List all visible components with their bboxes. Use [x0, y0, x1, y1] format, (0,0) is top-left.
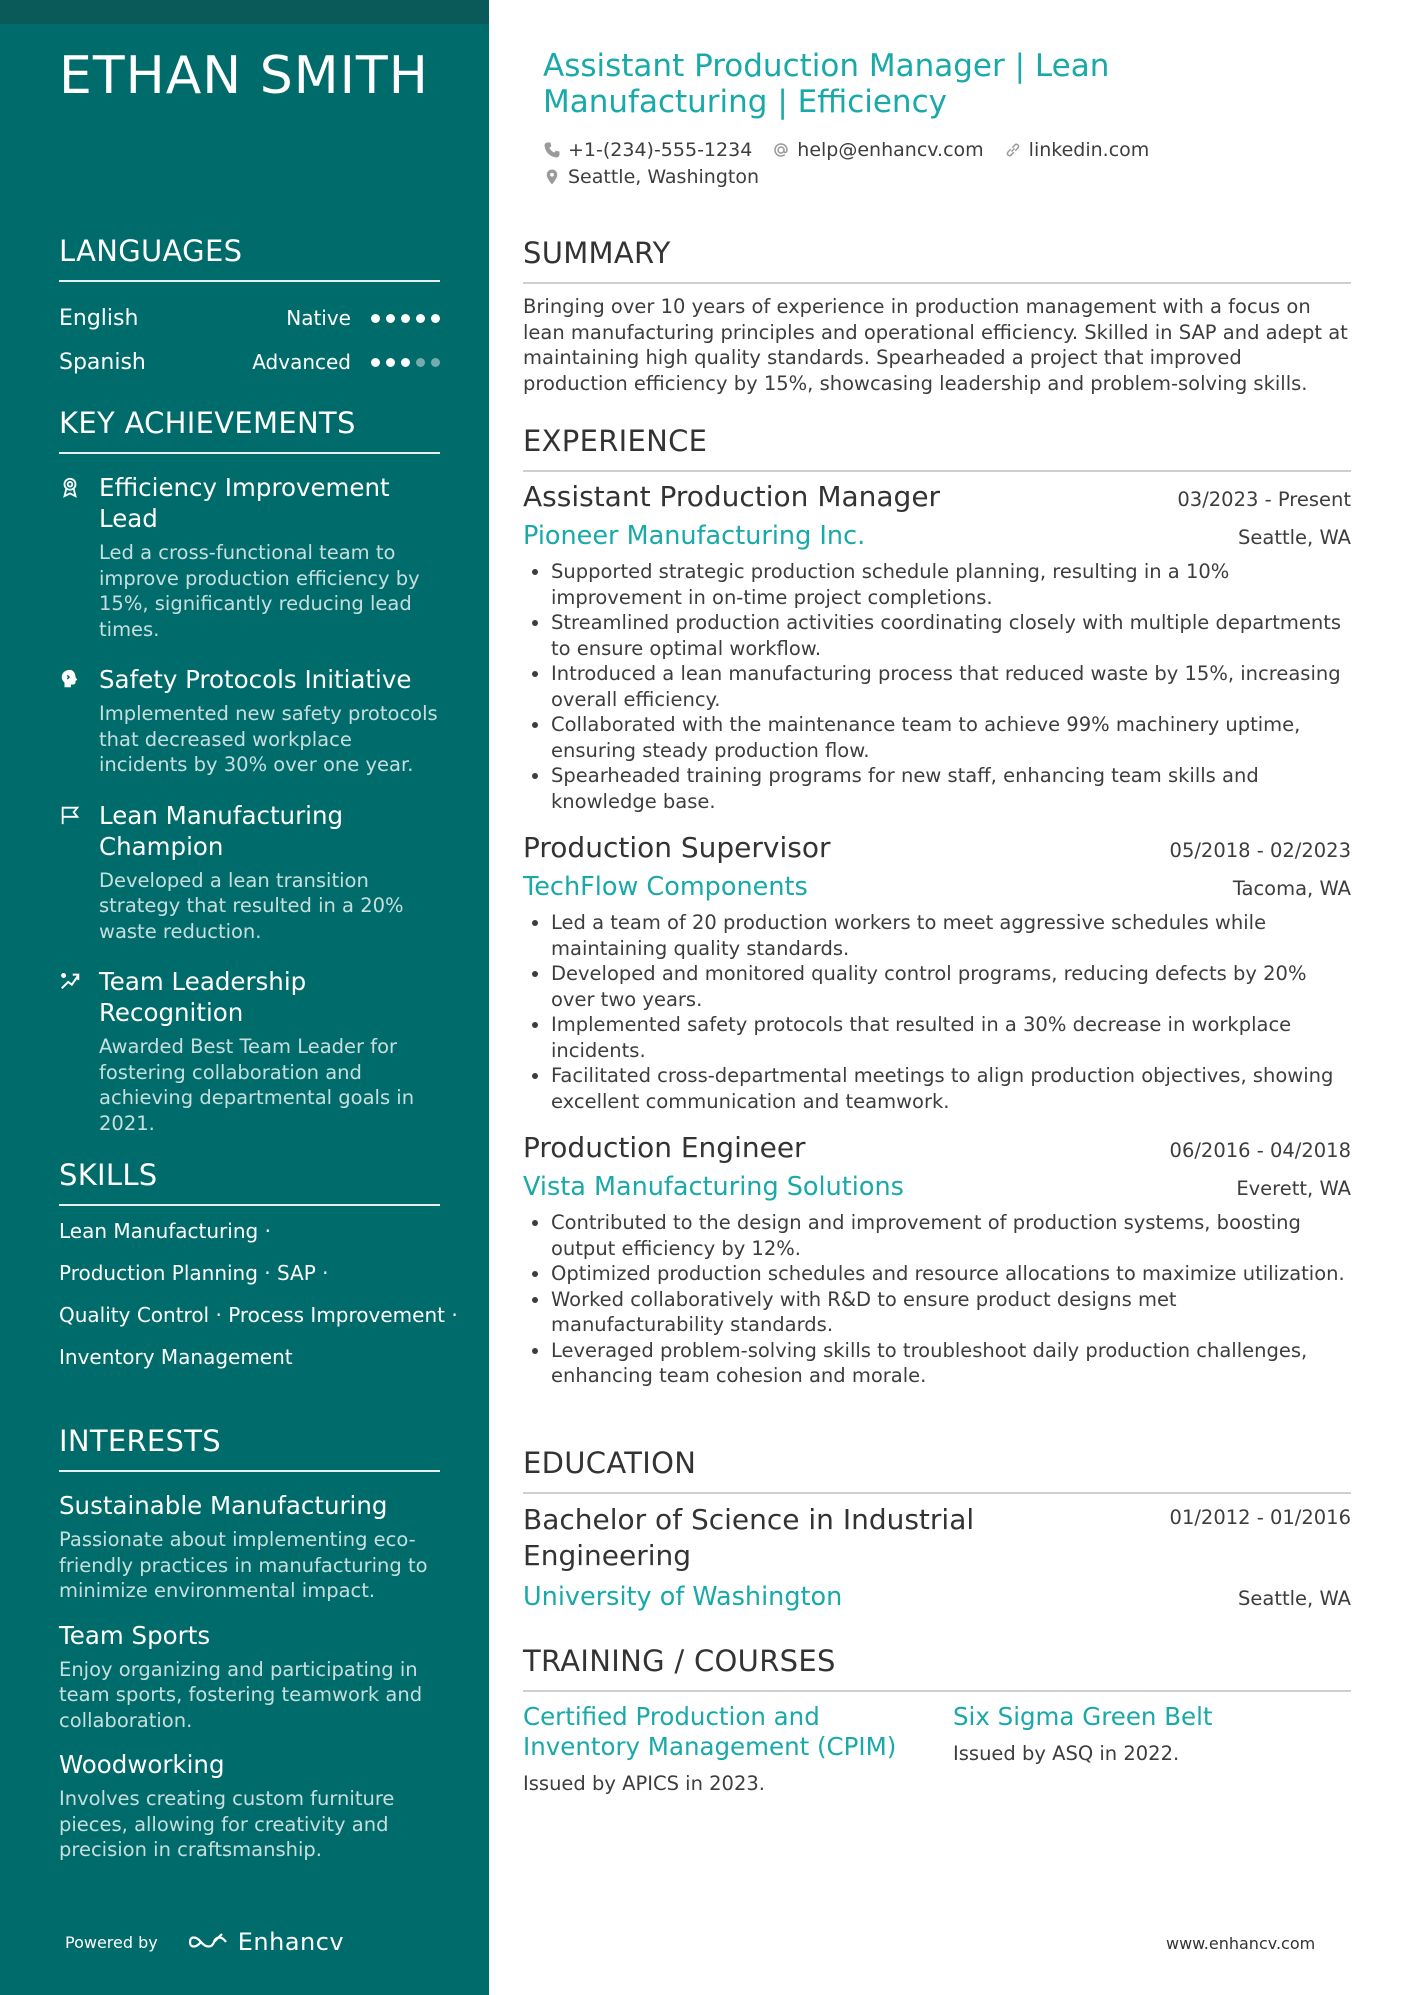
job-title: Production Supervisor [523, 831, 831, 864]
interest-description: Involves creating custom furniture pieces, allowing for creativity and precision in craftsmanship. [59, 1787, 395, 1861]
achievement-item [59, 966, 440, 1136]
location-text: Seattle, Washington [568, 165, 759, 188]
proficiency-dot [386, 358, 395, 367]
education-entry [523, 1502, 1351, 1612]
at-icon [772, 141, 790, 159]
achievement-item [59, 664, 440, 778]
language-name: English [59, 305, 139, 331]
language-item [59, 340, 440, 384]
course-title: Certified Production and Inventory Management (CPIM) [523, 1702, 897, 1761]
language-name: Spanish [59, 349, 146, 375]
growth-arrow-icon [59, 966, 99, 1136]
bullet-item: Collaborated with the maintenance team to achieve 99% machinery uptime, ensuring steady production flow. [523, 712, 1351, 763]
location-item [543, 166, 759, 188]
link-icon [1004, 141, 1022, 159]
linkedin-item[interactable] [1004, 139, 1150, 161]
footer-url[interactable]: www.enhancv.com [1166, 1934, 1316, 1953]
proficiency-dot [386, 314, 395, 323]
job-dates: 05/2018 - 02/2023 [1169, 839, 1351, 862]
headline: Assistant Production Manager | Lean Manufacturing | Efficiency [543, 48, 1110, 120]
job-dates: 06/2016 - 04/2018 [1169, 1139, 1351, 1162]
bullet-item: Implemented safety protocols that resulted in a 30% decrease in workplace incidents. [523, 1012, 1351, 1063]
degree-title: Bachelor of Science in Industrial Engineering [523, 1503, 975, 1572]
interest-item [59, 1620, 440, 1734]
course-description: Issued by ASQ in 2022. [953, 1742, 1180, 1765]
phone-item[interactable] [543, 139, 752, 161]
company-name: Vista Manufacturing Solutions [523, 1172, 904, 1202]
enhancv-logo[interactable] [186, 1928, 344, 1956]
job-bullets [523, 1210, 1351, 1389]
interests-heading: INTERESTS [59, 1424, 440, 1472]
bullet-item: Supported strategic production schedule planning, resulting in a 10% improvement in on-time project completions. [523, 559, 1351, 610]
skill-line: Lean Manufacturing · [59, 1219, 271, 1243]
skill-line: Inventory Management [59, 1345, 293, 1369]
job-dates: 03/2023 - Present [1177, 488, 1351, 511]
interest-description: Enjoy organizing and participating in team sports, fostering teamwork and collaboration. [59, 1657, 423, 1732]
achievement-description: Led a cross-functional team to improve production efficiency by 15%, significantly reducing lead times. [99, 541, 420, 641]
phone-icon [543, 141, 561, 159]
infinity-icon [186, 1930, 230, 1954]
education-heading: EDUCATION [523, 1446, 1351, 1494]
job-entry [523, 831, 1351, 1114]
job-location: Seattle, WA [1238, 526, 1351, 549]
powered-by-label: Powered by [65, 1932, 158, 1952]
bullet-item: Optimized production schedules and resource allocations to maximize utilization. [523, 1261, 1351, 1287]
interest-description: Passionate about implementing eco-friendly practices in manufacturing to minimize environmental impact. [59, 1528, 428, 1602]
interest-item [59, 1490, 440, 1604]
job-entry [523, 480, 1351, 814]
achievement-description: Developed a lean transition strategy that resulted in a 20% waste reduction. [99, 868, 404, 943]
email-text: help@enhancv.com [797, 138, 984, 161]
language-level: Native [286, 306, 351, 330]
interest-title: Woodworking [59, 1750, 225, 1779]
achievement-title: Lean Manufacturing Champion [99, 800, 344, 861]
bullet-item: Introduced a lean manufacturing process that reduced waste by 15%, increasing overall efficiency. [523, 661, 1351, 712]
bullet-item: Facilitated cross-departmental meetings to align production objectives, showing excellent communication and teamwork. [523, 1063, 1351, 1114]
job-location: Tacoma, WA [1232, 877, 1351, 900]
bullet-item: Developed and monitored quality control programs, reducing defects by 20% over two years. [523, 961, 1351, 1012]
sidebar [0, 0, 489, 1995]
proficiency-dots [371, 358, 440, 367]
achievement-item [59, 800, 440, 945]
proficiency-dots [371, 314, 440, 323]
education-dates: 01/2012 - 01/2016 [1169, 1506, 1351, 1529]
candidate-name: ETHAN SMITH [59, 46, 429, 106]
achievement-description: Awarded Best Team Leader for fostering collaboration and achieving departmental goals in 2021. [99, 1035, 415, 1135]
job-location: Everett, WA [1236, 1177, 1351, 1200]
skill-line: Quality Control · Process Improvement · [59, 1303, 458, 1327]
company-name: TechFlow Components [523, 872, 808, 902]
achievement-description: Implemented new safety protocols that decreased workplace incidents by 30% over one year. [99, 702, 438, 776]
sidebar-sections [59, 234, 458, 1879]
award-icon [59, 472, 99, 642]
skills-section [59, 1158, 458, 1378]
company-name: Pioneer Manufacturing Inc. [523, 521, 866, 551]
summary-heading: SUMMARY [523, 236, 1351, 284]
bullet-item: Contributed to the design and improvement of production systems, boosting output efficiency by 12%. [523, 1210, 1351, 1261]
course-item [523, 1702, 923, 1795]
email-item[interactable] [772, 139, 983, 161]
skills-heading: SKILLS [59, 1158, 440, 1206]
languages-section [59, 234, 440, 384]
interest-title: Sustainable Manufacturing [59, 1491, 388, 1520]
job-title: Assistant Production Manager [523, 480, 941, 513]
school-name: University of Washington [523, 1582, 843, 1612]
experience-heading: EXPERIENCE [523, 424, 1351, 472]
job-title: Production Engineer [523, 1131, 806, 1164]
achievement-title: Safety Protocols Initiative [99, 665, 412, 694]
school-location: Seattle, WA [1238, 1587, 1351, 1610]
job-bullets [523, 910, 1351, 1114]
proficiency-dot [401, 314, 410, 323]
powered-by [65, 1928, 344, 1956]
proficiency-dot [371, 314, 380, 323]
interest-item [59, 1749, 440, 1863]
skill-line: Production Planning · SAP · [59, 1261, 329, 1285]
proficiency-dot [431, 358, 440, 367]
job-bullets [523, 559, 1351, 814]
brand-name: Enhancv [237, 1928, 345, 1956]
proficiency-dot [431, 314, 440, 323]
languages-heading: LANGUAGES [59, 234, 440, 282]
bullet-item: Led a team of 20 production workers to meet aggressive schedules while maintaining quality standards. [523, 910, 1351, 961]
proficiency-dot [416, 358, 425, 367]
proficiency-dot [416, 314, 425, 323]
language-item [59, 296, 440, 340]
interest-title: Team Sports [59, 1620, 211, 1650]
bullet-item: Leveraged problem-solving skills to troubleshoot daily production challenges, enhancing team cohesion and morale. [523, 1338, 1351, 1389]
achievements-section [59, 406, 440, 1136]
achievement-title: Team Leadership Recognition [99, 967, 307, 1027]
achievement-item [59, 472, 440, 642]
course-description: Issued by APICS in 2023. [523, 1772, 765, 1795]
summary-text: Bringing over 10 years of experience in production management with a focus on lean manufacturing principles and operational efficiency. Skilled in SAP and adept at maintaining high quality standards. Spearheaded a project that improved production efficiency by 15%, showcasing leadership and problem-solving skills. [523, 295, 1348, 395]
interests-section [59, 1424, 440, 1863]
training-heading: TRAINING / COURSES [523, 1644, 1351, 1692]
job-entry [523, 1131, 1351, 1389]
proficiency-dot [401, 358, 410, 367]
contact-info [543, 136, 1343, 190]
bullet-item: Spearheaded training programs for new staff, enhancing team skills and knowledge base. [523, 763, 1351, 814]
achievement-title: Efficiency Improvement Lead [99, 473, 390, 533]
course-title: Six Sigma Green Belt [953, 1702, 1213, 1731]
skills-list [59, 1210, 458, 1378]
linkedin-text: linkedin.com [1028, 138, 1150, 161]
proficiency-dot [371, 358, 380, 367]
flag-icon [59, 800, 99, 945]
brain-icon [59, 664, 99, 778]
course-item [953, 1702, 1353, 1765]
bullet-item: Worked collaboratively with R&D to ensure product designs met manufacturability standards. [523, 1287, 1351, 1338]
sidebar-top-bar [0, 0, 489, 24]
language-level: Advanced [252, 350, 351, 374]
phone-text: +1-(234)-555-1234 [568, 138, 753, 161]
bullet-item: Streamlined production activities coordinating closely with multiple departments to ensure optimal workflow. [523, 610, 1351, 661]
achievements-heading: KEY ACHIEVEMENTS [59, 406, 440, 454]
location-pin-icon [543, 168, 561, 186]
